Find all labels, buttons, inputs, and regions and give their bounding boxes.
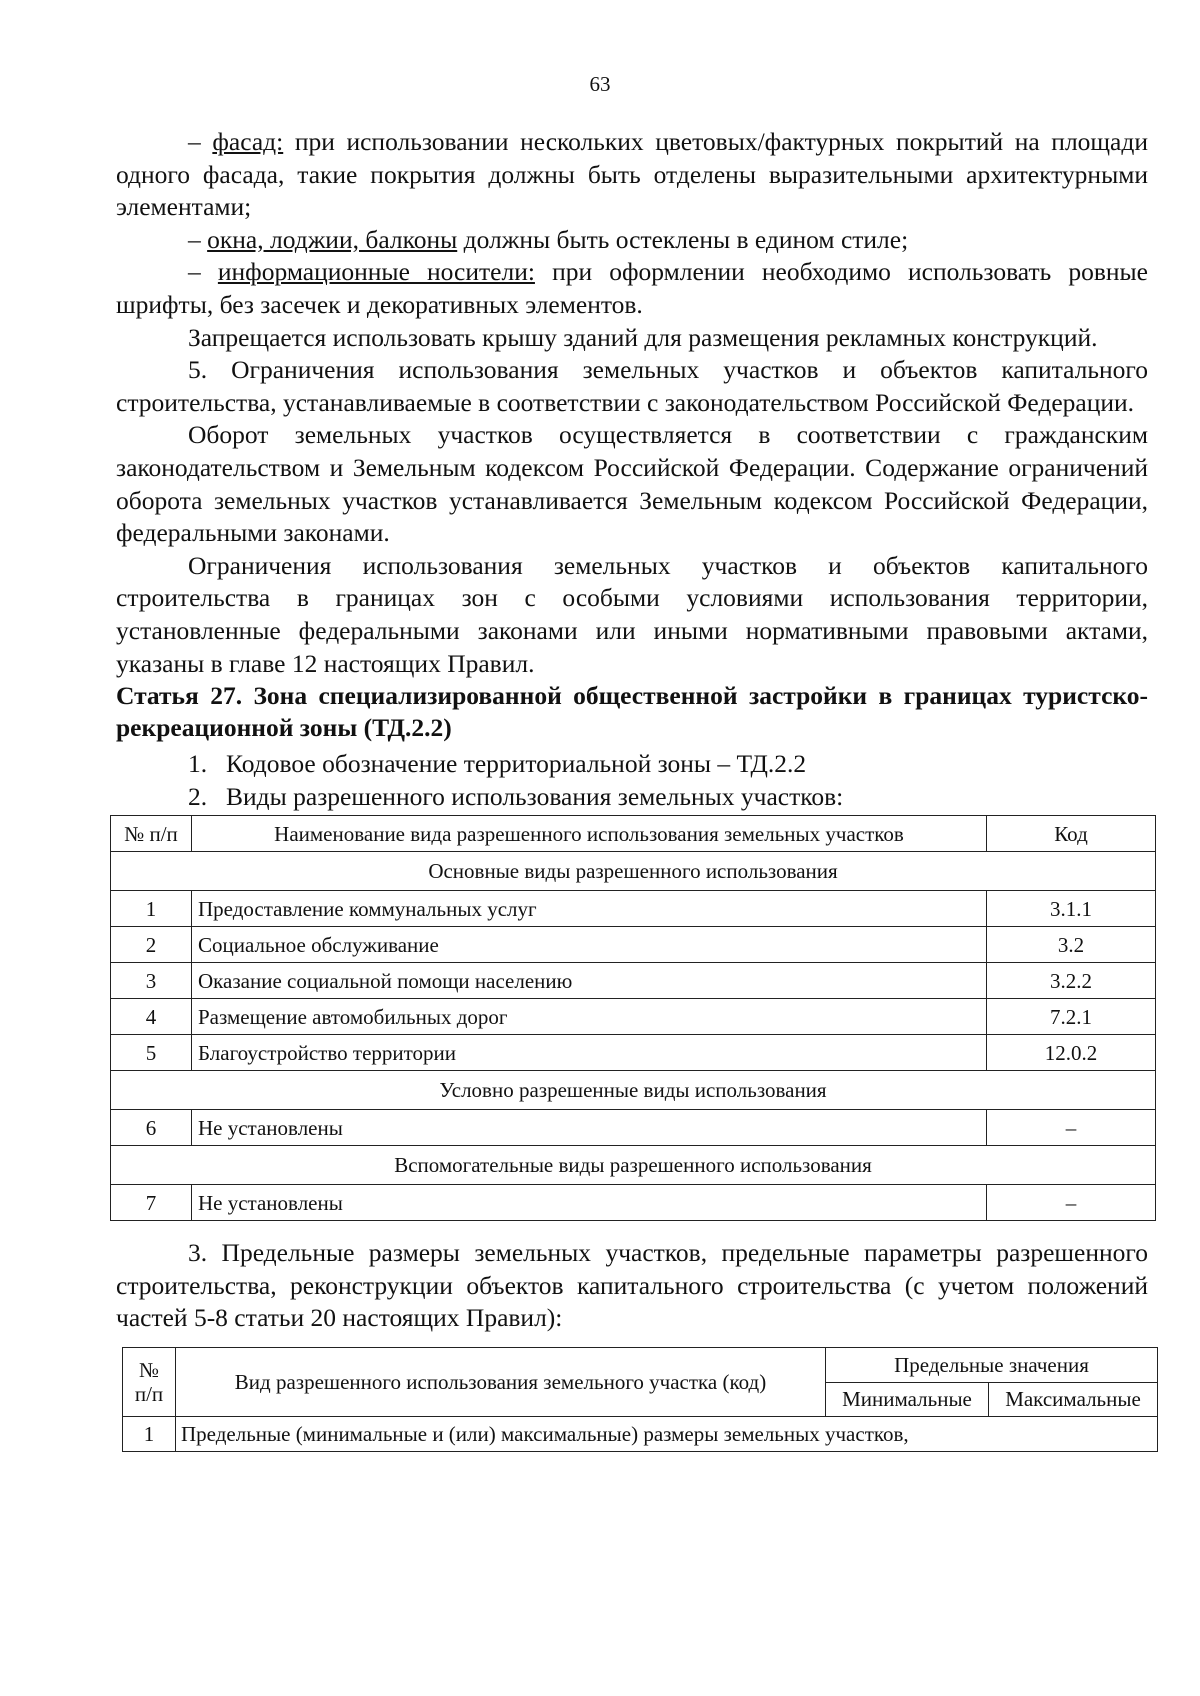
windows-text: должны быть остеклены в едином стиле; [457,224,909,254]
windows-label: окна, лоджии, балконы [207,224,458,254]
page-number: 63 [589,72,611,96]
paragraph-zones: Ограничения использования земельных участков и объектов капитального строительства в границах зон с особыми условиями использования территории, установленные федеральными законами или иными нормативными правовыми актами, указаны в главе 12 настоящих Правил. [116,550,1148,678]
row-name: Оказание социальной помощи населению [192,963,987,999]
facade-label: фасад: [212,127,284,156]
row-number: 2 [111,927,192,963]
table-row [111,1110,1156,1146]
row-text: Предельные (минимальные и (или) максимальные) размеры земельных участков, [176,1417,1158,1452]
table-row [111,999,1156,1035]
header-min: Минимальные [826,1382,989,1417]
header-number: № п/п [111,816,192,852]
list-item-info: – информационные носители: при оформлении необходимо использовать ровные шрифты, без засечек и декоративных элементов. [116,257,1148,319]
row-code: – [987,1185,1156,1221]
item-number: 2. [188,781,208,811]
section-title: Вспомогательные виды разрешенного использования [111,1146,1156,1185]
table-row [111,1185,1156,1221]
item-text: Виды разрешенного использования земельных участков: [226,781,844,811]
row-code: – [987,1110,1156,1146]
table-row [111,1035,1156,1071]
header-limits: Предельные значения [826,1348,1158,1383]
info-label: информационные носители: [217,257,535,287]
header-max: Максимальные [989,1382,1158,1417]
row-name: Благоустройство территории [192,1035,987,1071]
section-row-main [111,852,1156,891]
row-number: 5 [111,1035,192,1071]
header-type: Вид разрешенного использования земельного участка (код) [176,1348,826,1417]
section-row-auxiliary [111,1146,1156,1185]
header-name: Наименование вида разрешенного использования земельных участков [192,816,987,852]
section-title: Условно разрешенные виды использования [111,1071,1156,1110]
section-title: Основные виды разрешенного использования [111,852,1156,891]
row-code: 3.2 [987,927,1156,963]
table-row [111,891,1156,927]
spacer [116,1221,1148,1237]
item-text: Кодовое обозначение территориальной зоны – ТД.2.2 [226,749,807,779]
list-item-windows: – окна, лоджии, балконы должны быть остеклены в едином стиле; [188,224,909,254]
info-text: при оформлении необходимо использовать ровные шрифты, без засечек и декоративных элементов. [116,257,1148,319]
section-row-conditional [111,1071,1156,1110]
table-row [123,1417,1158,1452]
paragraph-item-3: 3. Предельные размеры земельных участков, предельные параметры разрешенного строительства, реконструкции объектов капитального строительства (с учетом положений частей 5-8 статьи 20 настоящих Правил): [116,1238,1148,1333]
table-header-row [123,1348,1158,1383]
numbered-item [116,781,1148,814]
row-number: 1 [123,1417,176,1452]
row-number: 3 [111,963,192,999]
paragraph-turnover: Оборот земельных участков осуществляется в соответствии с гражданским законодательством и Земельным кодексом Российской Федерации. Содержание ограничений оборота земельных участков устанавливается Земельным кодексом Российской Федерации, федеральными законами. [116,420,1148,548]
table-header-row [111,816,1156,852]
row-name: Размещение автомобильных дорог [192,999,987,1035]
header-code: Код [987,816,1156,852]
table-row [111,963,1156,999]
article-title: Статья 27. Зона специализированной общественной застройки в границах туристско-рекреационной зоны (ТД.2.2) [116,681,1148,743]
paragraph-restrictions-heading: 5. Ограничения использования земельных участков и объектов капитального строительства, устанавливаемые в соответствии с законодательством Российской Федерации. [116,355,1148,417]
row-code: 3.2.2 [987,963,1156,999]
row-number: 7 [111,1185,192,1221]
table-row [111,927,1156,963]
row-name: Не установлены [192,1185,987,1221]
limits-table [122,1347,1158,1452]
row-code: 3.1.1 [987,891,1156,927]
numbered-item [116,748,1148,781]
list-item-facade: – фасад: при использовании нескольких цветовых/фактурных покрытий на площади одного фасада, такие покрытия должны быть отделены выразительными архитектурными элементами; [116,127,1148,222]
row-name: Социальное обслуживание [192,927,987,963]
row-code: 12.0.2 [987,1035,1156,1071]
row-number: 4 [111,999,192,1035]
row-name: Не установлены [192,1110,987,1146]
paragraph-roof: Запрещается использовать крышу зданий для размещения рекламных конструкций. [188,322,1098,352]
permitted-use-table [110,815,1156,1221]
header-number: № п/п [123,1348,176,1417]
item-number: 1. [188,749,208,779]
row-name: Предоставление коммунальных услуг [192,891,987,927]
page-content [116,126,1148,1452]
row-code: 7.2.1 [987,999,1156,1035]
facade-text: при использовании нескольких цветовых/фактурных покрытий на площади одного фасада, такие покрытия должны быть отделены выразительными архитектурными элементами; [116,127,1148,222]
row-number: 6 [111,1110,192,1146]
row-number: 1 [111,891,192,927]
